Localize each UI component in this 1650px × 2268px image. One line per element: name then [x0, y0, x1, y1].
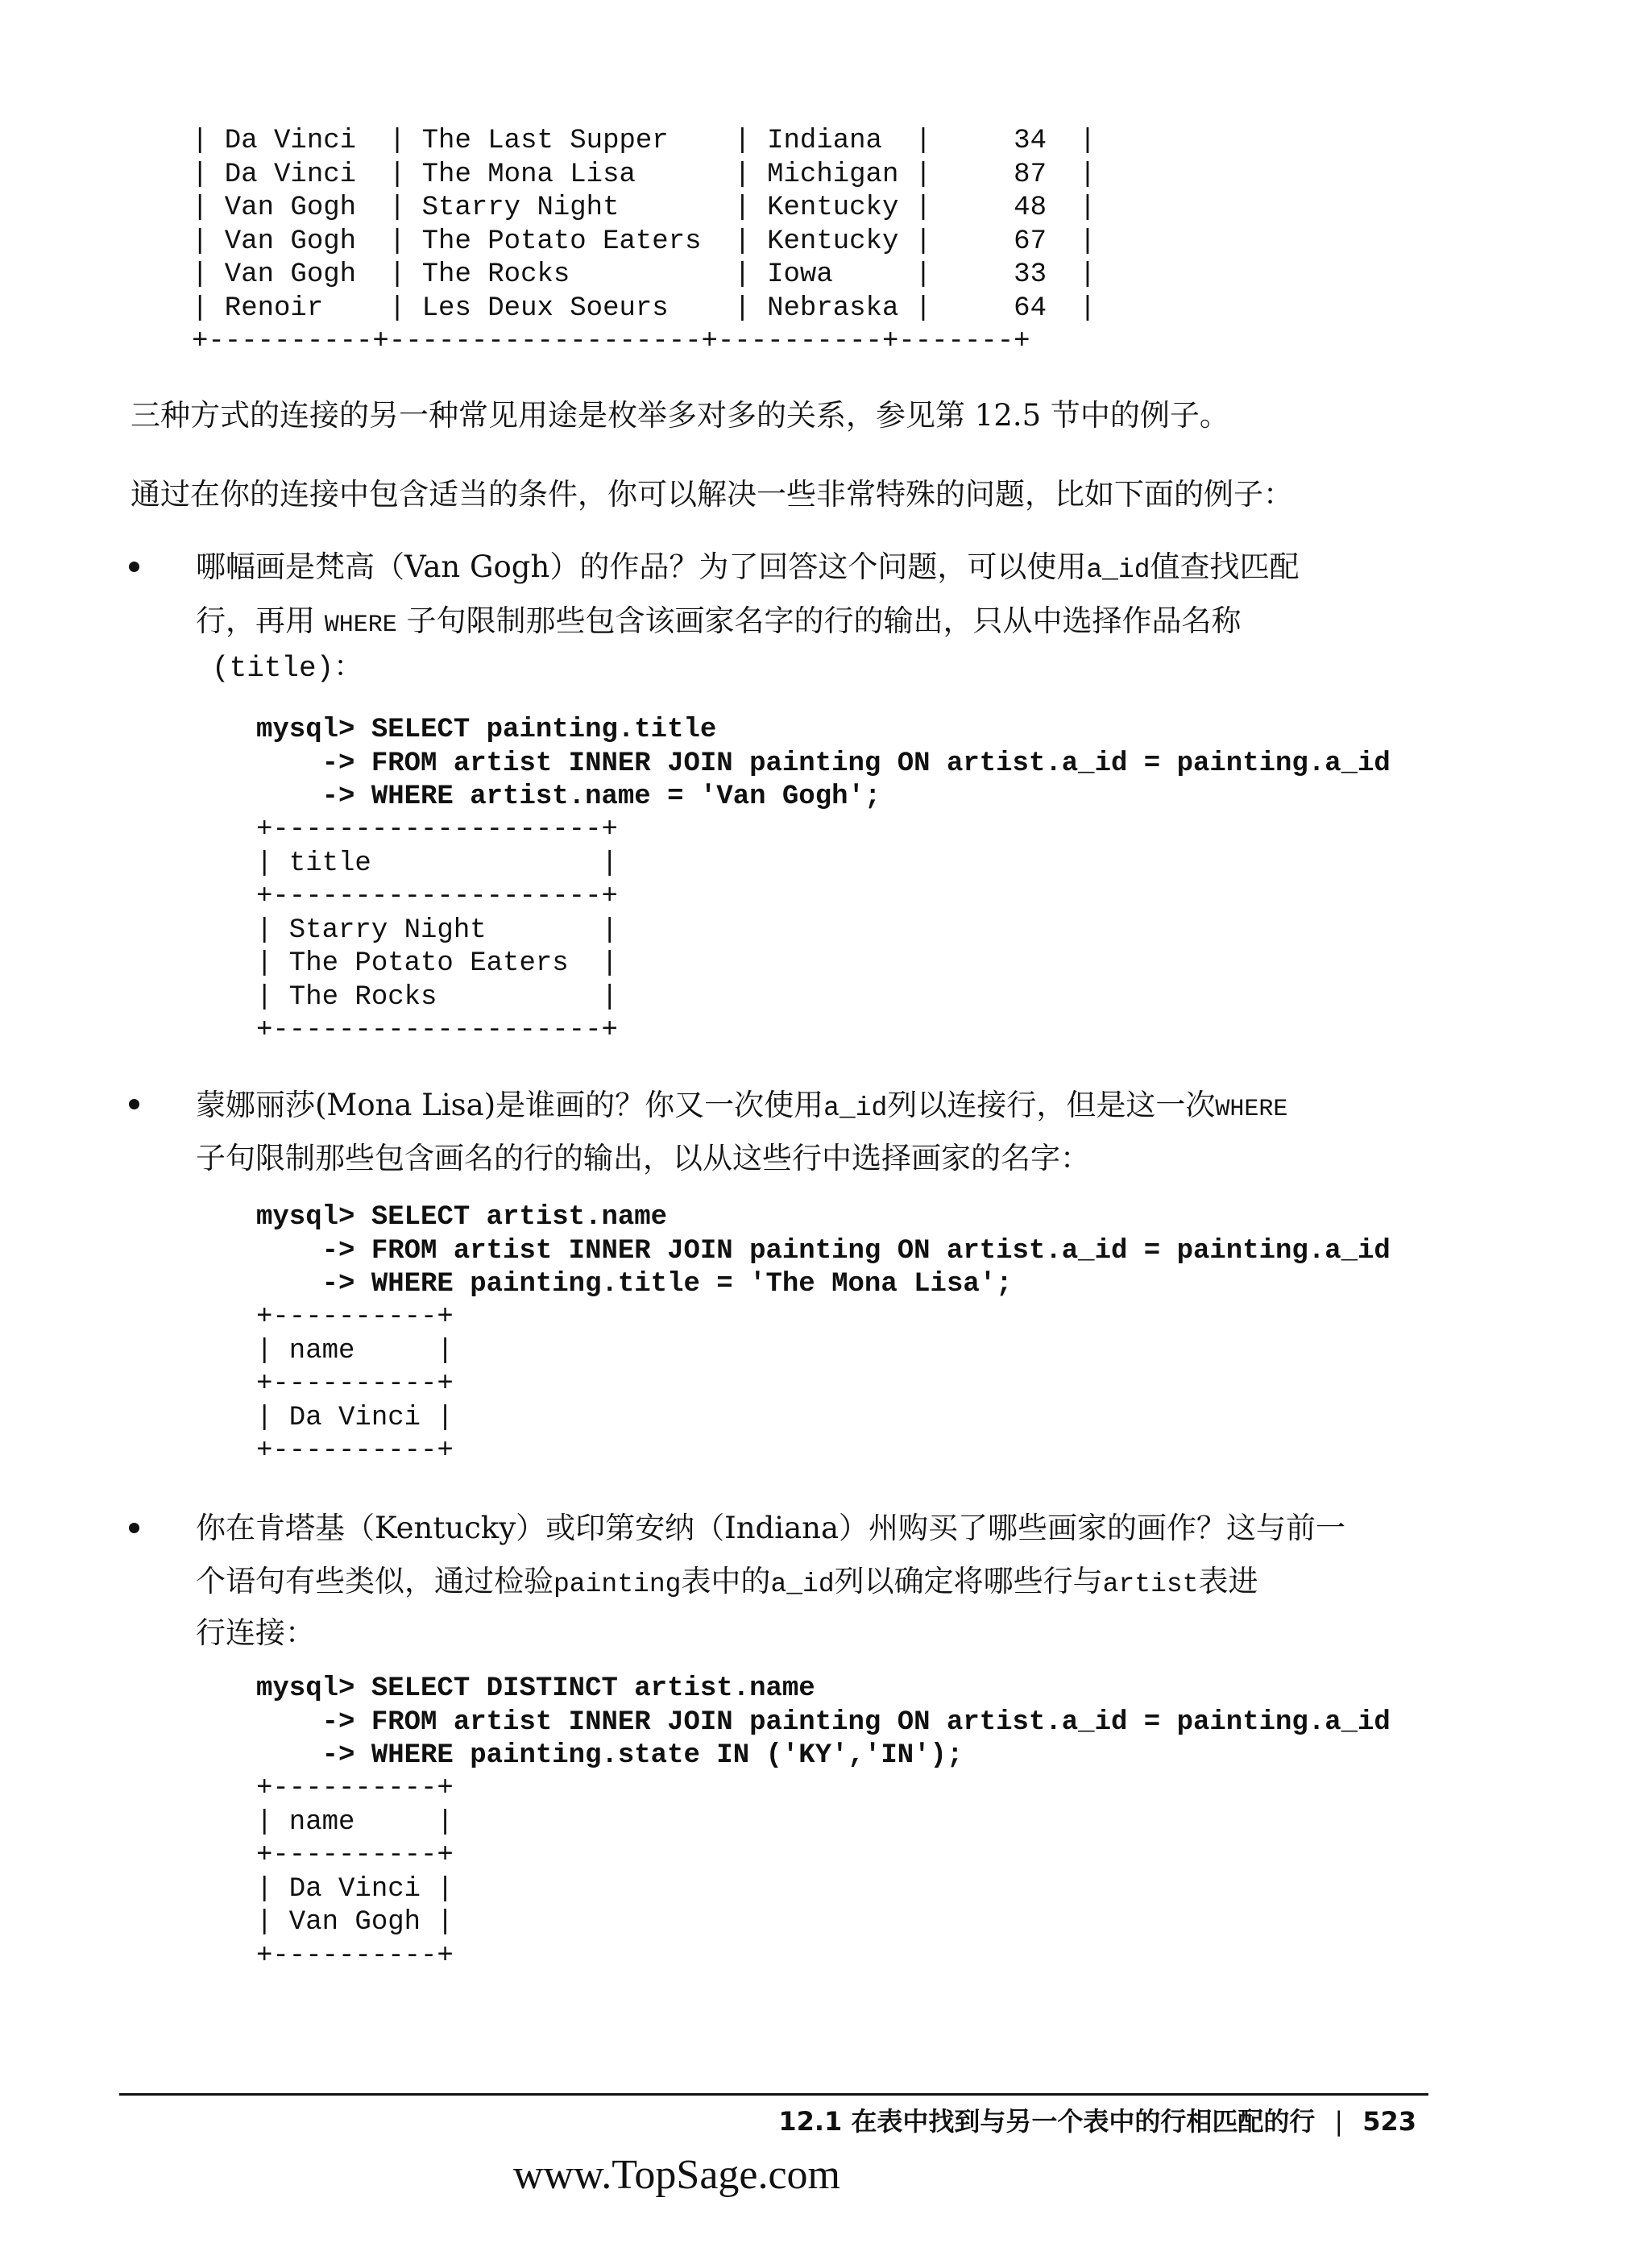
bullet1-line3: (title)：	[212, 652, 363, 685]
bullet1-line2: 行，再用 WHERE 子句限制那些包含该画家名字的行的输出，只从中选择作品名称	[196, 603, 1242, 639]
paragraph-many-to-many: 三种方式的连接的另一种常见用途是枚举多对多的关系，参见第 12.5 节中的例子。	[131, 398, 1229, 433]
query2-result-table: +----------+ | name | +----------+ | Da Vinci | +----------+	[256, 1302, 454, 1466]
running-footer	[778, 2101, 1416, 2142]
top-result-table: | Da Vinci | The Last Supper | Indiana | 34 | | Da Vinci | The Mona Lisa | Michigan | 87 | | Van Gogh | Starry Night | Kentucky | 48 | | Van Gogh | The Potato Eaters | Kentucky | 67 | | Van Gogh | The Rocks | Iowa | 33 | | Renoir | Les Deux Soeurs | Nebraska | 64 | +----------+-------------------+----------+-------+	[192, 126, 1097, 357]
footer-rule	[119, 2093, 1428, 2096]
bullet-marker	[129, 562, 139, 572]
query1-result-table: +--------------------+ | title | +--------------------+ | Starry Night | | The Potato Eaters | | The Rocks | +--------------------+	[256, 815, 618, 1046]
bullet-marker	[129, 1099, 139, 1109]
page-number: 523	[1362, 2106, 1416, 2137]
bullet3-line1: 你在肯塔基（Kentucky）或印第安纳（Indiana）州购买了哪些画家的画作？这与前一	[196, 1511, 1346, 1545]
query2-code: mysql> SELECT artist.name -> FROM artist INNER JOIN painting ON artist.a_id = painting.a_id -> WHERE painting.title = 'The Mona Lisa';	[256, 1202, 1391, 1300]
paragraph-special-problems: 通过在你的连接中包含适当的条件，你可以解决一些非常特殊的问题，比如下面的例子：	[131, 477, 1293, 512]
bullet2-line1: 蒙娜丽莎(Mona Lisa)是谁画的？你又一次使用a_id列以连接行，但是这一次WHERE	[196, 1088, 1288, 1123]
bullet-marker	[129, 1523, 139, 1533]
footer-section-title: 12.1 在表中找到与另一个表中的行相匹配的行	[778, 2106, 1316, 2137]
bullet3-line3: 行连接：	[196, 1615, 315, 1650]
website-watermark: www.TopSage.com	[512, 2152, 841, 2198]
footer-separator: |	[1334, 2106, 1344, 2137]
query3-code: mysql> SELECT DISTINCT artist.name -> FROM artist INNER JOIN painting ON artist.a_id = painting.a_id -> WHERE painting.state IN ('KY','IN');	[256, 1673, 1391, 1771]
bullet1-line1: 哪幅画是梵高（Van Gogh）的作品？为了回答这个问题，可以使用a_id值查找匹配	[196, 549, 1300, 585]
bullet3-line2: 个语句有些类似，通过检验painting表中的a_id列以确定将哪些行与artist表进	[196, 1564, 1258, 1599]
query3-result-table: +----------+ | name | +----------+ | Da Vinci | | Van Gogh | +----------+	[256, 1773, 454, 1972]
query1-code: mysql> SELECT painting.title -> FROM artist INNER JOIN painting ON artist.a_id = painting.a_id -> WHERE artist.name = 'Van Gogh';	[256, 715, 1391, 812]
bullet2-line2: 子句限制那些包含画名的行的输出，以从这些行中选择画家的名字：	[196, 1141, 1090, 1175]
